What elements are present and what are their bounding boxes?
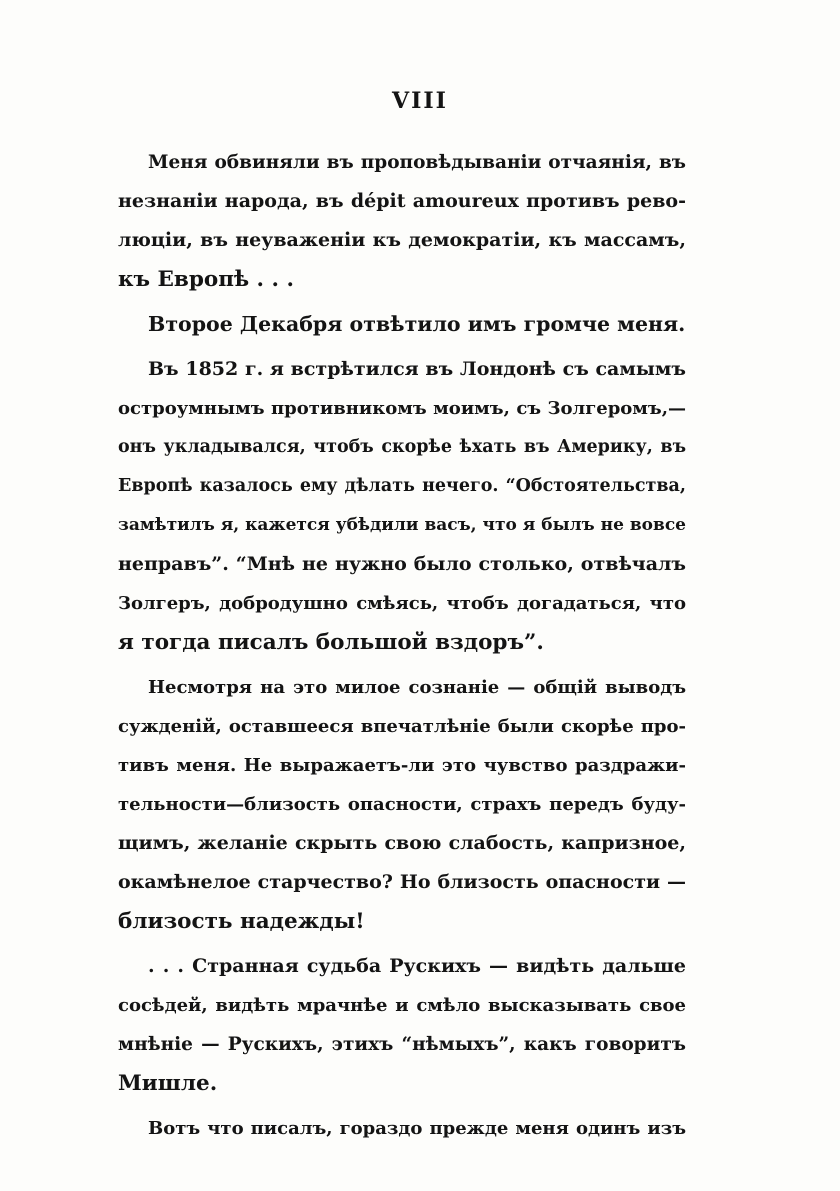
paragraph <box>118 668 686 941</box>
text-line: Европѣ казалось ему дѣлать нечего. “Обстоятельства, <box>118 476 686 496</box>
text-line: окамѣнелое старчество? Но близость опасности — <box>118 871 686 893</box>
text-line: Меня обвиняли въ проповѣдываніи отчаянія, въ <box>148 152 686 173</box>
text-line: я тогда писалъ большой вздоръ”. <box>118 630 544 655</box>
text-line: . . . Странная судьба Рускихъ — видѣть дальше <box>148 955 686 977</box>
paragraph <box>118 350 686 662</box>
text-line: Второе Декабря отвѣтило имъ громче меня. <box>148 312 686 336</box>
text-line: остроумнымъ противникомъ моимъ, съ Золгеромъ,— <box>118 398 686 419</box>
text-line: тельности—близость опасности, страхъ передъ буду- <box>118 794 686 815</box>
text-line: сосѣдей, видѣть мрачнѣе и смѣло высказывать свое <box>118 995 686 1016</box>
text-line: тивъ меня. Не выражаетъ-ли это чувство раздражи- <box>118 755 686 776</box>
body-text <box>118 143 686 1148</box>
paragraph <box>118 305 686 344</box>
paragraph <box>118 947 686 1103</box>
text-line: онъ укладывался, чтобъ скорѣе ѣхать въ Америку, въ <box>118 437 686 457</box>
text-line: Вотъ что писалъ, гораздо прежде меня одинъ изъ <box>148 1118 686 1139</box>
text-line: мнѣніе — Рускихъ, этихъ “нѣмыхъ”, какъ говоритъ <box>118 1034 686 1055</box>
text-line: щимъ, желаніе скрыть свою слабость, капризное, <box>118 832 686 854</box>
text-line: къ Европѣ . . . <box>118 267 294 292</box>
paragraph <box>118 1109 686 1148</box>
page-number: VIII <box>392 88 448 114</box>
text-line: близость надежды! <box>118 909 365 934</box>
text-line: люціи, въ неуваженіи къ демократіи, къ массамъ, <box>118 229 686 251</box>
text-line: Въ 1852 г. я встрѣтился въ Лондонѣ съ самымъ <box>148 358 686 380</box>
text-line: Несмотря на это милое сознаніе — общій выводъ <box>148 677 686 698</box>
text-line: незнаніи народа, въ dépit amoureux противъ рево- <box>118 190 686 212</box>
text-line: Золгеръ, добродушно смѣясь, чтобъ догадаться, что <box>118 593 686 614</box>
text-line: Мишле. <box>118 1071 218 1096</box>
text-line: неправъ”. “Мнѣ не нужно было столько, отвѣчалъ <box>118 553 686 575</box>
text-line: сужденій, оставшееся впечатлѣніе были скорѣе про- <box>118 716 686 737</box>
text-line: замѣтилъ я, кажется убѣдили васъ, что я былъ не вовсе <box>118 515 686 535</box>
paragraph <box>118 143 686 299</box>
